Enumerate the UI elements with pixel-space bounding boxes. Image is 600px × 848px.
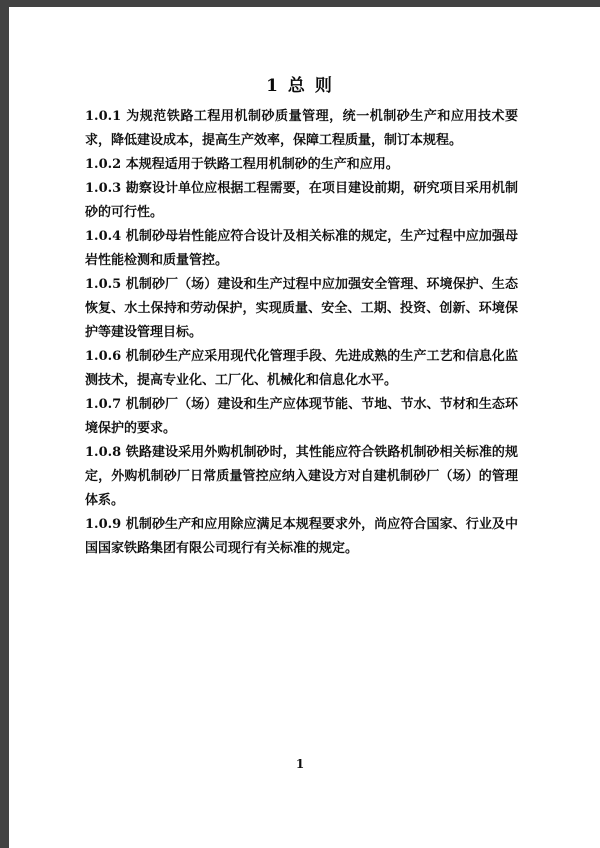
clause-paragraph: 1.0.9 机制砂生产和应用除应满足本规程要求外，尚应符合国家、行业及中国国家铁路集团有限公司现行有关标准的规定。 xyxy=(85,517,518,556)
clause-paragraph: 1.0.7 机制砂厂（场）建设和生产应体现节能、节地、节水、节材和生态环境保护的要求。 xyxy=(85,397,518,436)
clause-paragraph: 1.0.1 为规范铁路工程用机制砂质量管理，统一机制砂生产和应用技术要求，降低建设成本，提高生产效率，保障工程质量，制订本规程。 xyxy=(85,109,518,148)
clause-paragraph: 1.0.3 勘察设计单位应根据工程需要，在项目建设前期，研究项目采用机制砂的可行性。 xyxy=(85,181,518,220)
clause-paragraph: 1.0.5 机制砂厂（场）建设和生产过程中应加强安全管理、环境保护、生态恢复、水土保持和劳动保护，实现质量、安全、工期、投资、创新、环境保护等建设管理目标。 xyxy=(85,277,518,340)
page-number: 1 xyxy=(295,757,305,771)
page-border-top xyxy=(0,0,600,7)
clause-paragraph: 1.0.8 铁路建设采用外购机制砂时，其性能应符合铁路机制砂相关标准的规定，外购机制砂厂日常质量管控应纳入建设方对自建机制砂厂（场）的管理体系。 xyxy=(85,445,518,508)
clause-paragraph: 1.0.6 机制砂生产应采用现代化管理手段、先进成熟的生产工艺和信息化监测技术，提高专业化、工厂化、机械化和信息化水平。 xyxy=(85,349,518,388)
section-title: 1 总 则 xyxy=(266,76,334,96)
section-body xyxy=(85,105,518,561)
clause-paragraph: 1.0.4 机制砂母岩性能应符合设计及相关标准的规定，生产过程中应加强母岩性能检测和质量管控。 xyxy=(85,229,518,268)
clause-paragraph: 1.0.2 本规程适用于铁路工程用机制砂的生产和应用。 xyxy=(85,157,399,172)
page-border-left xyxy=(0,0,9,848)
